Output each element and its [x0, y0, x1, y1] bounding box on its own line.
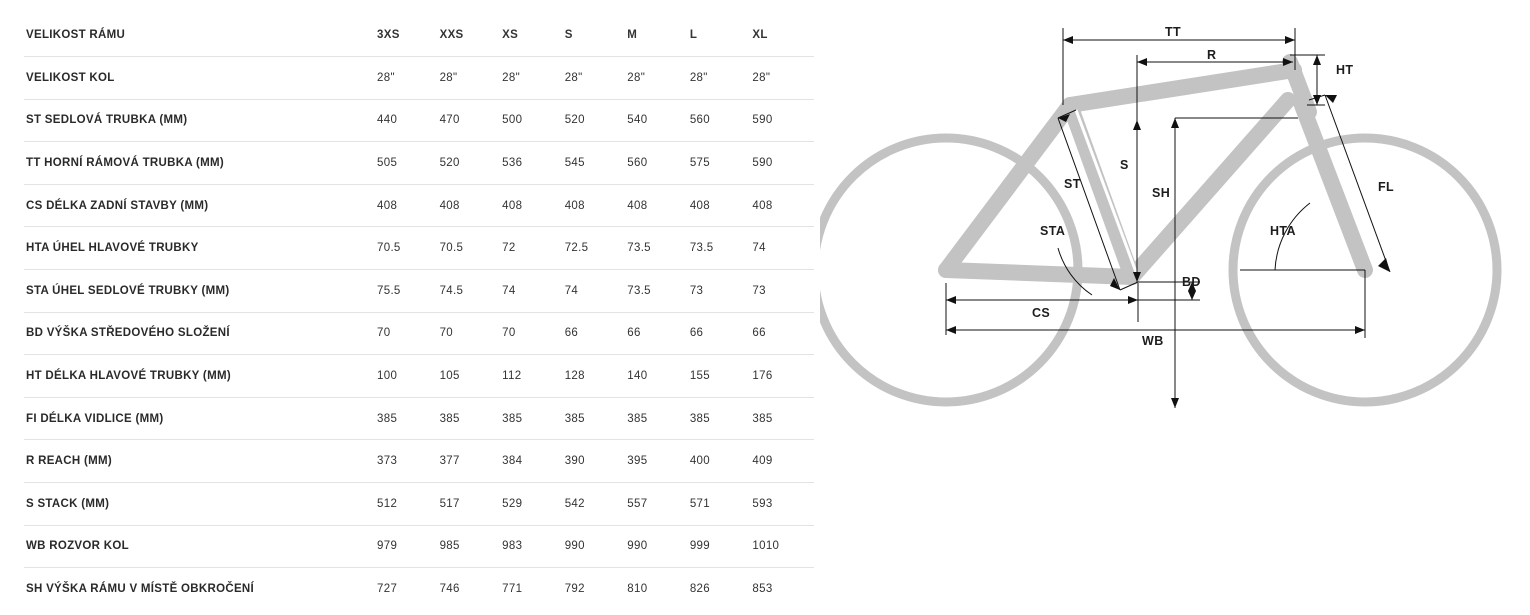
label-sh: SH — [1152, 186, 1171, 200]
cell: 385 — [751, 397, 814, 440]
cell: 408 — [501, 184, 564, 227]
cell: 385 — [501, 397, 564, 440]
cell: 536 — [501, 142, 564, 185]
label-wb: WB — [1142, 334, 1164, 348]
cell: 70 — [501, 312, 564, 355]
table-row — [24, 142, 814, 185]
top-tube — [1070, 70, 1294, 105]
row-label: VELIKOST KOL — [24, 57, 376, 100]
arrow — [1355, 326, 1365, 334]
arrow — [1063, 36, 1073, 44]
arrow — [1313, 55, 1321, 65]
cell: 176 — [751, 355, 814, 398]
cell: 408 — [626, 184, 689, 227]
cell: 529 — [501, 483, 564, 526]
arrow — [946, 296, 956, 304]
table-row — [24, 99, 814, 142]
row-label: VELIKOST RÁMU — [24, 14, 376, 57]
cell: 73.5 — [689, 227, 752, 270]
cell: 73.5 — [626, 270, 689, 313]
cell: 74 — [501, 270, 564, 313]
bike-frame-svg — [820, 0, 1530, 615]
table-row — [24, 568, 814, 611]
seat-tube-centerline — [1076, 110, 1136, 272]
cell: 512 — [376, 483, 439, 526]
cell: 983 — [501, 525, 564, 568]
cell: 985 — [439, 525, 502, 568]
table-row — [24, 227, 814, 270]
cell: 440 — [376, 99, 439, 142]
row-label: ST SEDLOVÁ TRUBKA (MM) — [24, 99, 376, 142]
cell: 520 — [564, 99, 627, 142]
cell: 771 — [502, 583, 523, 596]
cell: 73.5 — [626, 227, 689, 270]
cell: 545 — [564, 142, 627, 185]
arrow — [1137, 58, 1147, 66]
frame-tubes-group — [946, 62, 1365, 277]
table-row — [24, 14, 814, 57]
cell: 70.5 — [439, 227, 502, 270]
cell: 990 — [564, 525, 627, 568]
arrow — [1378, 258, 1390, 272]
row-label: WB ROZVOR KOL — [24, 525, 376, 568]
cell: 792 — [564, 583, 585, 596]
cell: 990 — [626, 525, 689, 568]
cell: 593 — [751, 483, 814, 526]
cell: 385 — [376, 397, 439, 440]
cell: 395 — [626, 440, 689, 483]
cell: XS — [501, 14, 564, 57]
arrow — [1285, 36, 1295, 44]
cell: 557 — [626, 483, 689, 526]
geometry-table — [24, 14, 814, 610]
cell: 105 — [439, 355, 502, 398]
cell: 385 — [626, 397, 689, 440]
cell: 853 — [752, 583, 773, 596]
table-row — [24, 184, 814, 227]
cell: 560 — [689, 99, 752, 142]
table-row — [24, 57, 814, 100]
cell: 66 — [751, 312, 814, 355]
table-row — [24, 483, 814, 526]
cell: L — [689, 14, 752, 57]
cell: 74.5 — [439, 270, 502, 313]
label-fl: FL — [1378, 180, 1395, 194]
cell: 75.5 — [376, 270, 439, 313]
cell: 385 — [689, 397, 752, 440]
cell: 408 — [376, 184, 439, 227]
cell: 409 — [751, 440, 814, 483]
arrow — [1171, 118, 1179, 128]
cell: 72.5 — [564, 227, 627, 270]
cell: 810 — [627, 583, 648, 596]
cell: S — [564, 14, 627, 57]
cell: 1010 — [751, 525, 814, 568]
geometry-table-body — [24, 14, 814, 610]
cell: 560 — [626, 142, 689, 185]
cell: 72 — [501, 227, 564, 270]
cell: 70 — [439, 312, 502, 355]
cell: 373 — [376, 440, 439, 483]
row-label: HT DÉLKA HLAVOVÉ TRUBKY (MM) — [24, 355, 376, 398]
cell: 73 — [751, 270, 814, 313]
cell: 590 — [751, 99, 814, 142]
row-label: BD VÝŠKA STŘEDOVÉHO SLOŽENÍ — [24, 312, 376, 355]
label-st: ST — [1064, 177, 1081, 191]
table-row — [24, 355, 814, 398]
cell: 505 — [376, 142, 439, 185]
cell: 66 — [689, 312, 752, 355]
row-label: SH VÝŠKA RÁMU V MÍSTĚ OBKROČENÍ — [26, 583, 255, 596]
label-cs: CS — [1032, 306, 1051, 320]
cell: 500 — [501, 99, 564, 142]
cell: 28" — [501, 57, 564, 100]
arrow — [1128, 296, 1138, 304]
cell: 408 — [439, 184, 502, 227]
cell: 73 — [689, 270, 752, 313]
fork-tube — [1300, 100, 1365, 270]
cell: 408 — [751, 184, 814, 227]
cell: 979 — [376, 525, 439, 568]
cell: 542 — [564, 483, 627, 526]
cell: M — [626, 14, 689, 57]
cell: 155 — [689, 355, 752, 398]
cell: 400 — [689, 440, 752, 483]
table-row — [24, 270, 814, 313]
cell: 571 — [689, 483, 752, 526]
cell: 408 — [564, 184, 627, 227]
cell: 727 — [377, 583, 398, 596]
row-label: HTA ÚHEL HLAVOVÉ TRUBKY — [24, 227, 376, 270]
table-row — [24, 440, 814, 483]
cell: 520 — [439, 142, 502, 185]
label-ht: HT — [1336, 63, 1354, 77]
cell: 28" — [439, 57, 502, 100]
cell: 74 — [564, 270, 627, 313]
cell: 66 — [626, 312, 689, 355]
cell: 74 — [751, 227, 814, 270]
cell: 408 — [689, 184, 752, 227]
label-bd: BD — [1182, 275, 1201, 289]
arrow — [1188, 291, 1196, 300]
cell: 377 — [439, 440, 502, 483]
cell: 826 — [689, 583, 710, 596]
chainstay-tube — [946, 270, 1132, 277]
cell: 390 — [564, 440, 627, 483]
label-hta: HTA — [1270, 224, 1296, 238]
cell: 470 — [439, 99, 502, 142]
cell: 28" — [376, 57, 439, 100]
row-label: S STACK (MM) — [24, 483, 376, 526]
label-r: R — [1207, 48, 1217, 62]
cell: 100 — [376, 355, 439, 398]
cell: 590 — [751, 142, 814, 185]
cell: 3XS — [376, 14, 439, 57]
cell: 384 — [501, 440, 564, 483]
cell: XL — [751, 14, 814, 57]
cell: 28" — [751, 57, 814, 100]
cell: 385 — [564, 397, 627, 440]
row-label: TT HORNÍ RÁMOVÁ TRUBKA (MM) — [24, 142, 376, 185]
cell: 70 — [376, 312, 439, 355]
row-label: FI DÉLKA VIDLICE (MM) — [24, 397, 376, 440]
cell: 28" — [689, 57, 752, 100]
row-label: CS DÉLKA ZADNÍ STAVBY (MM) — [24, 184, 376, 227]
cell: 746 — [439, 583, 460, 596]
cell: 112 — [501, 355, 564, 398]
table-row — [24, 312, 814, 355]
cell: 128 — [564, 355, 627, 398]
label-sta: STA — [1040, 224, 1066, 238]
cell: 28" — [626, 57, 689, 100]
cell: 385 — [439, 397, 502, 440]
cell: 140 — [626, 355, 689, 398]
cell: 70.5 — [376, 227, 439, 270]
cell: 540 — [626, 99, 689, 142]
wheels-group — [820, 138, 1497, 402]
cell: 66 — [564, 312, 627, 355]
label-tt: TT — [1165, 25, 1182, 39]
table-row — [24, 397, 814, 440]
label-s: S — [1120, 158, 1129, 172]
arrow — [1171, 398, 1179, 408]
row-label: R REACH (MM) — [24, 440, 376, 483]
cell: 575 — [689, 142, 752, 185]
cell: XXS — [439, 14, 502, 57]
bike-geometry-diagram — [820, 0, 1530, 615]
row-label: STA ÚHEL SEDLOVÉ TRUBKY (MM) — [24, 270, 376, 313]
table-row — [24, 525, 814, 568]
cell: 999 — [689, 525, 752, 568]
arrow — [946, 326, 956, 334]
arrow — [1133, 120, 1141, 130]
cell: 28" — [564, 57, 627, 100]
cell: 517 — [439, 483, 502, 526]
